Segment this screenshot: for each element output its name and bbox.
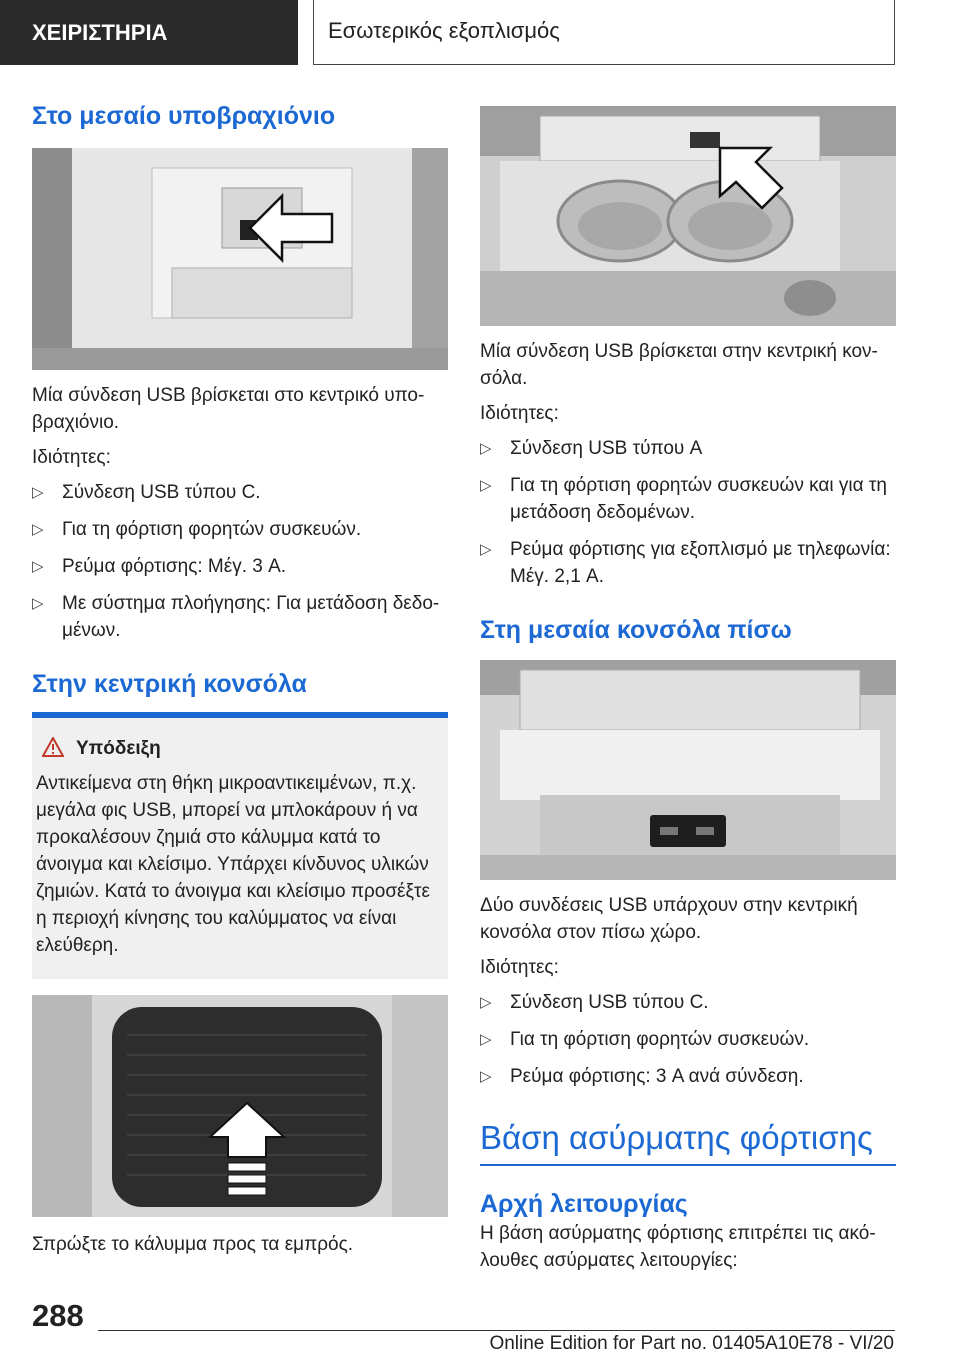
armrest-properties-label: Ιδιότητες:	[32, 447, 111, 468]
page-number: 288	[32, 1298, 84, 1333]
edition-info: Online Edition for Part no. 01405A10E78 - VI/20	[489, 1333, 894, 1354]
triangle-right-outline-icon: ▷	[480, 1031, 492, 1048]
center-console-properties-label: Ιδιότητες:	[480, 403, 559, 424]
armrest-usb-text: Μία σύνδεση USB βρίσκεται στο κεντρικό υπο-βραχιόνιο.	[32, 385, 425, 433]
rear-console-properties-list	[480, 989, 896, 1090]
list-item: ▷ Ρεύμα φόρτισης: Μέγ. 3 A.	[32, 553, 448, 580]
triangle-right-outline-icon: ▷	[480, 440, 492, 457]
rear-console-usb-photo	[480, 660, 896, 880]
notice-box	[32, 718, 448, 979]
list-item: ▷ Σύνδεση USB τύπου C.	[480, 989, 896, 1016]
manual-section-label: ΧΕΙΡΙΣΤΗΡΙΑ	[32, 20, 168, 45]
chapter-header	[313, 0, 895, 65]
list-item: ▷ Με σύστημα πλοήγησης: Για μετάδοση δεδο-μένων.	[32, 590, 448, 644]
principle-text: Η βάση ασύρματης φόρτισης επιτρέπει τις ακό-λουθες ασύρματες λειτουργίες:	[480, 1223, 876, 1271]
center-console-usb-photo	[480, 106, 896, 326]
console-cover-photo	[32, 995, 448, 1217]
list-item: ▷ Για τη φόρτιση φορητών συσκευών.	[480, 1026, 896, 1053]
section-title-center-console: Στην κεντρική κονσόλα	[32, 670, 307, 698]
section-title-principle: Αρχή λειτουργίας	[480, 1190, 688, 1218]
list-item: ▷ Για τη φόρτιση φορητών συσκευών.	[32, 516, 448, 543]
triangle-right-outline-icon: ▷	[32, 521, 44, 538]
chapter-header-label: Εσωτερικός εξοπλισμός	[328, 18, 560, 43]
rear-console-usb-text: Δύο συνδέσεις USB υπάρχουν στην κεντρική κονσόλα στον πίσω χώρο.	[480, 895, 858, 943]
triangle-right-outline-icon: ▷	[32, 484, 44, 501]
section-title-rear-console: Στη μεσαία κονσόλα πίσω	[480, 616, 792, 644]
section-title-armrest: Στο μεσαίο υποβραχιόνιο	[32, 102, 336, 130]
list-item: ▷ Για τη φόρτιση φορητών συσκευών και για τη μετάδοση δεδομένων.	[480, 472, 896, 526]
warning-triangle-icon	[42, 737, 64, 765]
left-column	[32, 100, 448, 1258]
rear-console-properties-label: Ιδιότητες:	[480, 957, 559, 978]
center-console-properties-list	[480, 435, 896, 590]
list-item: ▷ Ρεύμα φόρτισης για εξοπλισμό με τηλεφωνία: Μέγ. 2,1 A.	[480, 536, 896, 590]
chapter-title-wireless-charging: Βάση ασύρματης φόρτισης	[480, 1119, 873, 1156]
triangle-right-outline-icon: ▷	[480, 1068, 492, 1085]
console-cover-caption: Σπρώξτε το κάλυμμα προς τα εμπρός.	[32, 1234, 354, 1255]
triangle-right-outline-icon: ▷	[480, 541, 492, 558]
notice-text: Αντικείμενα στη θήκη μικροαντικειμένων, π.χ. μεγάλα φις USB, μπορεί να μπλοκάρουν ή να προκαλέσουν ζημιά στο κάλυμμα κατά το άνοιγμα και κλείσιμο. Υπάρχει κίνδυνος υλικών ζημιών. Κατά το άνοιγμα και κλείσιμο προσέξτε η περιοχή κίνησης του καλύμματος να είναι ελεύθερη.	[36, 773, 430, 956]
list-item: ▷ Σύνδεση USB τύπου C.	[32, 479, 448, 506]
armrest-usb-photo	[32, 148, 448, 370]
list-item: ▷ Ρεύμα φόρτισης: 3 A ανά σύνδεση.	[480, 1063, 896, 1090]
notice-title: Υπόδειξη	[32, 736, 448, 762]
armrest-properties-list	[32, 479, 448, 644]
manual-section-tab	[0, 0, 298, 65]
triangle-right-outline-icon: ▷	[32, 595, 44, 612]
center-console-usb-text: Μία σύνδεση USB βρίσκεται στην κεντρική κον-σόλα.	[480, 341, 878, 389]
right-column	[480, 106, 896, 1274]
triangle-right-outline-icon: ▷	[480, 994, 492, 1011]
footer-rule	[98, 1330, 895, 1331]
list-item: ▷ Σύνδεση USB τύπου A	[480, 435, 896, 462]
triangle-right-outline-icon: ▷	[32, 558, 44, 575]
triangle-right-outline-icon: ▷	[480, 477, 492, 494]
